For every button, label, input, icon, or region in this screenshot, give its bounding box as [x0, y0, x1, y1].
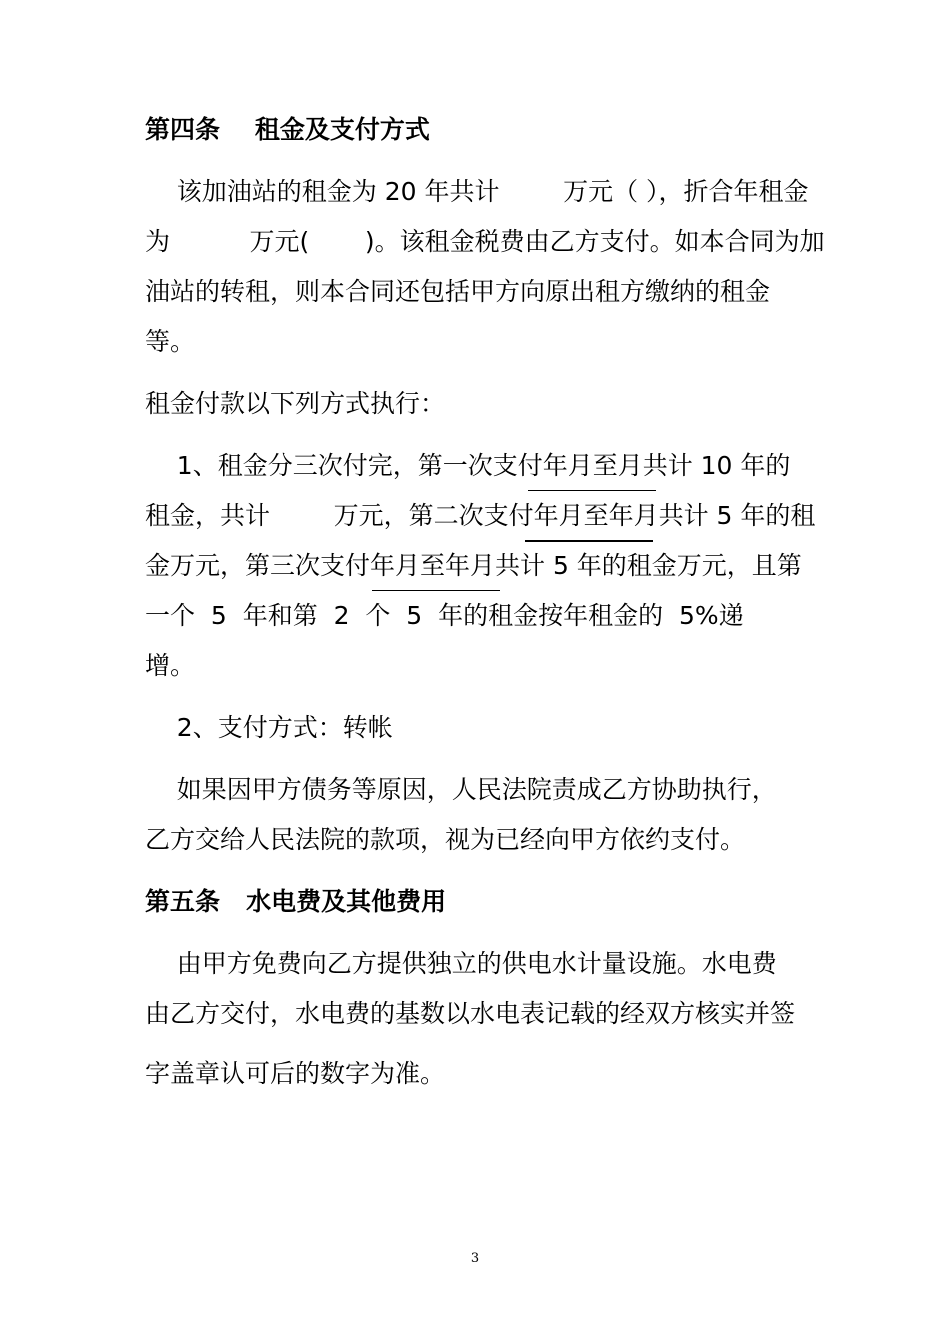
article4-p1-line1: 该加油站的租金为 20 年共计 万元（ ），折合年租金 [145, 177, 809, 206]
article4-p1-line2: 为 万元( )。该租金税费由乙方支付。如本合同为加 [145, 227, 825, 256]
item2: 2、支付方式：转帐 [145, 713, 393, 742]
blank-underline-2 [525, 540, 653, 542]
article4-p1-line4: 等。 [145, 327, 196, 356]
blank-underline-3 [372, 590, 500, 591]
item1-line1: 1、租金分三次付完，第一次支付年月至月共计 10 年的 [145, 451, 791, 480]
page-number: 3 [470, 1251, 480, 1266]
blank-underline-1 [528, 490, 656, 491]
article5-heading: 第五条 水电费及其他费用 [145, 887, 447, 916]
article5-p1-line2: 由乙方交付，水电费的基数以水电表记载的经双方核实并签 [145, 999, 796, 1028]
article5-p1-line1: 由甲方免费向乙方提供独立的供电水计量设施。水电费 [145, 949, 777, 978]
article4-p1-line3: 油站的转租，则本合同还包括甲方向原出租方缴纳的租金 [145, 277, 771, 306]
item1-line5: 增。 [145, 651, 196, 680]
item1-line4: 一个 5 年和第 2 个 5 年的租金按年租金的 5%递 [145, 601, 744, 630]
article4-p3-line2: 乙方交给人民法院的款项，视为已经向甲方依约支付。 [145, 825, 746, 854]
article5-p1-line3: 字盖章认可后的数字为准。 [145, 1059, 446, 1088]
article4-heading: 第四条 租金及支付方式 [145, 115, 430, 144]
item1-line2: 租金，共计 万元，第二次支付年月至年月共计 5 年的租 [145, 501, 816, 530]
article4-p2: 租金付款以下列方式执行： [145, 389, 446, 418]
item1-line3: 金万元，第三次支付年月至年月共计 5 年的租金万元，且第 [145, 551, 802, 580]
article4-p3-line1: 如果因甲方债务等原因，人民法院责成乙方协助执行， [145, 775, 777, 804]
